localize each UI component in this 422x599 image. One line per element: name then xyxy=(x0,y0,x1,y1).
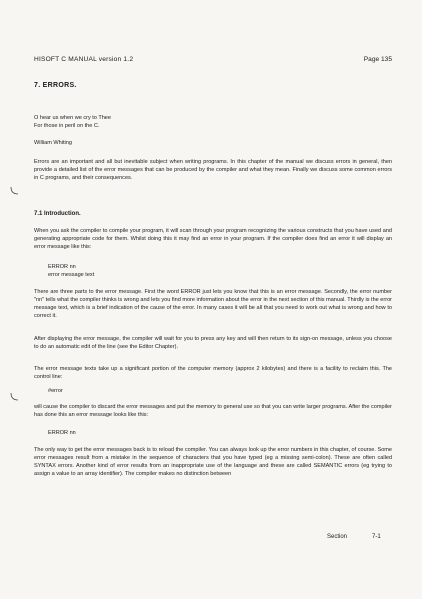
section-paragraph-5: will cause the compiler to discard the error messages and put the memory to general use so that you can write larger programs. After the compiler has done this an error message looks like this: xyxy=(34,404,392,419)
section-paragraph-6: The only way to get the error messages back is to reload the compiler. You can always look up the error numbers in this chapter, of course. Some error messages result from a mistake in the sequence of characters that you have typed (eg a missing semi-colon). These are often called SYNTAX errors. Another kind of error results from an inappropriate use of the language and these are called SEMANTIC errors (eg trying to assign a value to an array identifier). The compiler makes no distinction between xyxy=(34,447,392,478)
quote-line-1: O hear us when we cry to Thee xyxy=(34,115,111,121)
running-header-page: Page 135 xyxy=(363,56,392,63)
footer-page-number: 7-1 xyxy=(372,534,381,540)
error-directive: #error xyxy=(48,388,63,394)
chapter-title: 7. ERRORS. xyxy=(34,82,77,89)
section-paragraph-3: After displaying the error message, the compiler will wait for you to press any key and will then return to its sign-on message, unless you choose to do an automatic edit of the line (see the Editor Chapter). xyxy=(34,336,392,351)
footer-section-label: Section xyxy=(327,534,348,540)
example-error-short: ERROR nn xyxy=(48,430,76,436)
section-paragraph-2: There are three parts to the error message. First the word ERROR just lets you know that this is an error message. Secondly, the error number "nn" tells what the compiler thinks is wrong and lets you find more information about the error in the next section of this manual. Thirdly is the error message text, which is a brief indication of the cause of the error. In many cases it will be all that you need to work out what is wrong and how to correct it. xyxy=(34,289,392,320)
margin-mark xyxy=(9,186,19,196)
quote-line-2: For those in peril on the C. xyxy=(34,123,100,129)
running-header-title: HISOFT C MANUAL version 1.2 xyxy=(34,56,134,63)
example-error-line: ERROR nn xyxy=(48,264,76,270)
margin-mark xyxy=(9,392,19,402)
section-paragraph-1: When you ask the compiler to compile your program, it will scan through your program recognizing the various constructs that you have used and generating appropriate code for them. Whilst doing this it may find an error in your program. If the compiler does find an error it will display an error message like this: xyxy=(34,228,392,251)
quote-author: William Whiting xyxy=(34,140,72,146)
example-error-text: error message text xyxy=(48,272,95,278)
section-title: 7.1 Introduction. xyxy=(34,211,81,217)
section-paragraph-4: The error message texts take up a significant portion of the computer memory (approx 2 kilobytes) and there is a facility to reclaim this. The control line: xyxy=(34,366,392,381)
intro-paragraph: Errors are an important and all but inevitable subject when writing programs. In this chapter of the manual we discuss errors in general, then provide a detailed list of the error messages that can be produced by the compiler and what they mean. Finally we discuss some common errors in C programs, and their consequences. xyxy=(34,159,392,182)
